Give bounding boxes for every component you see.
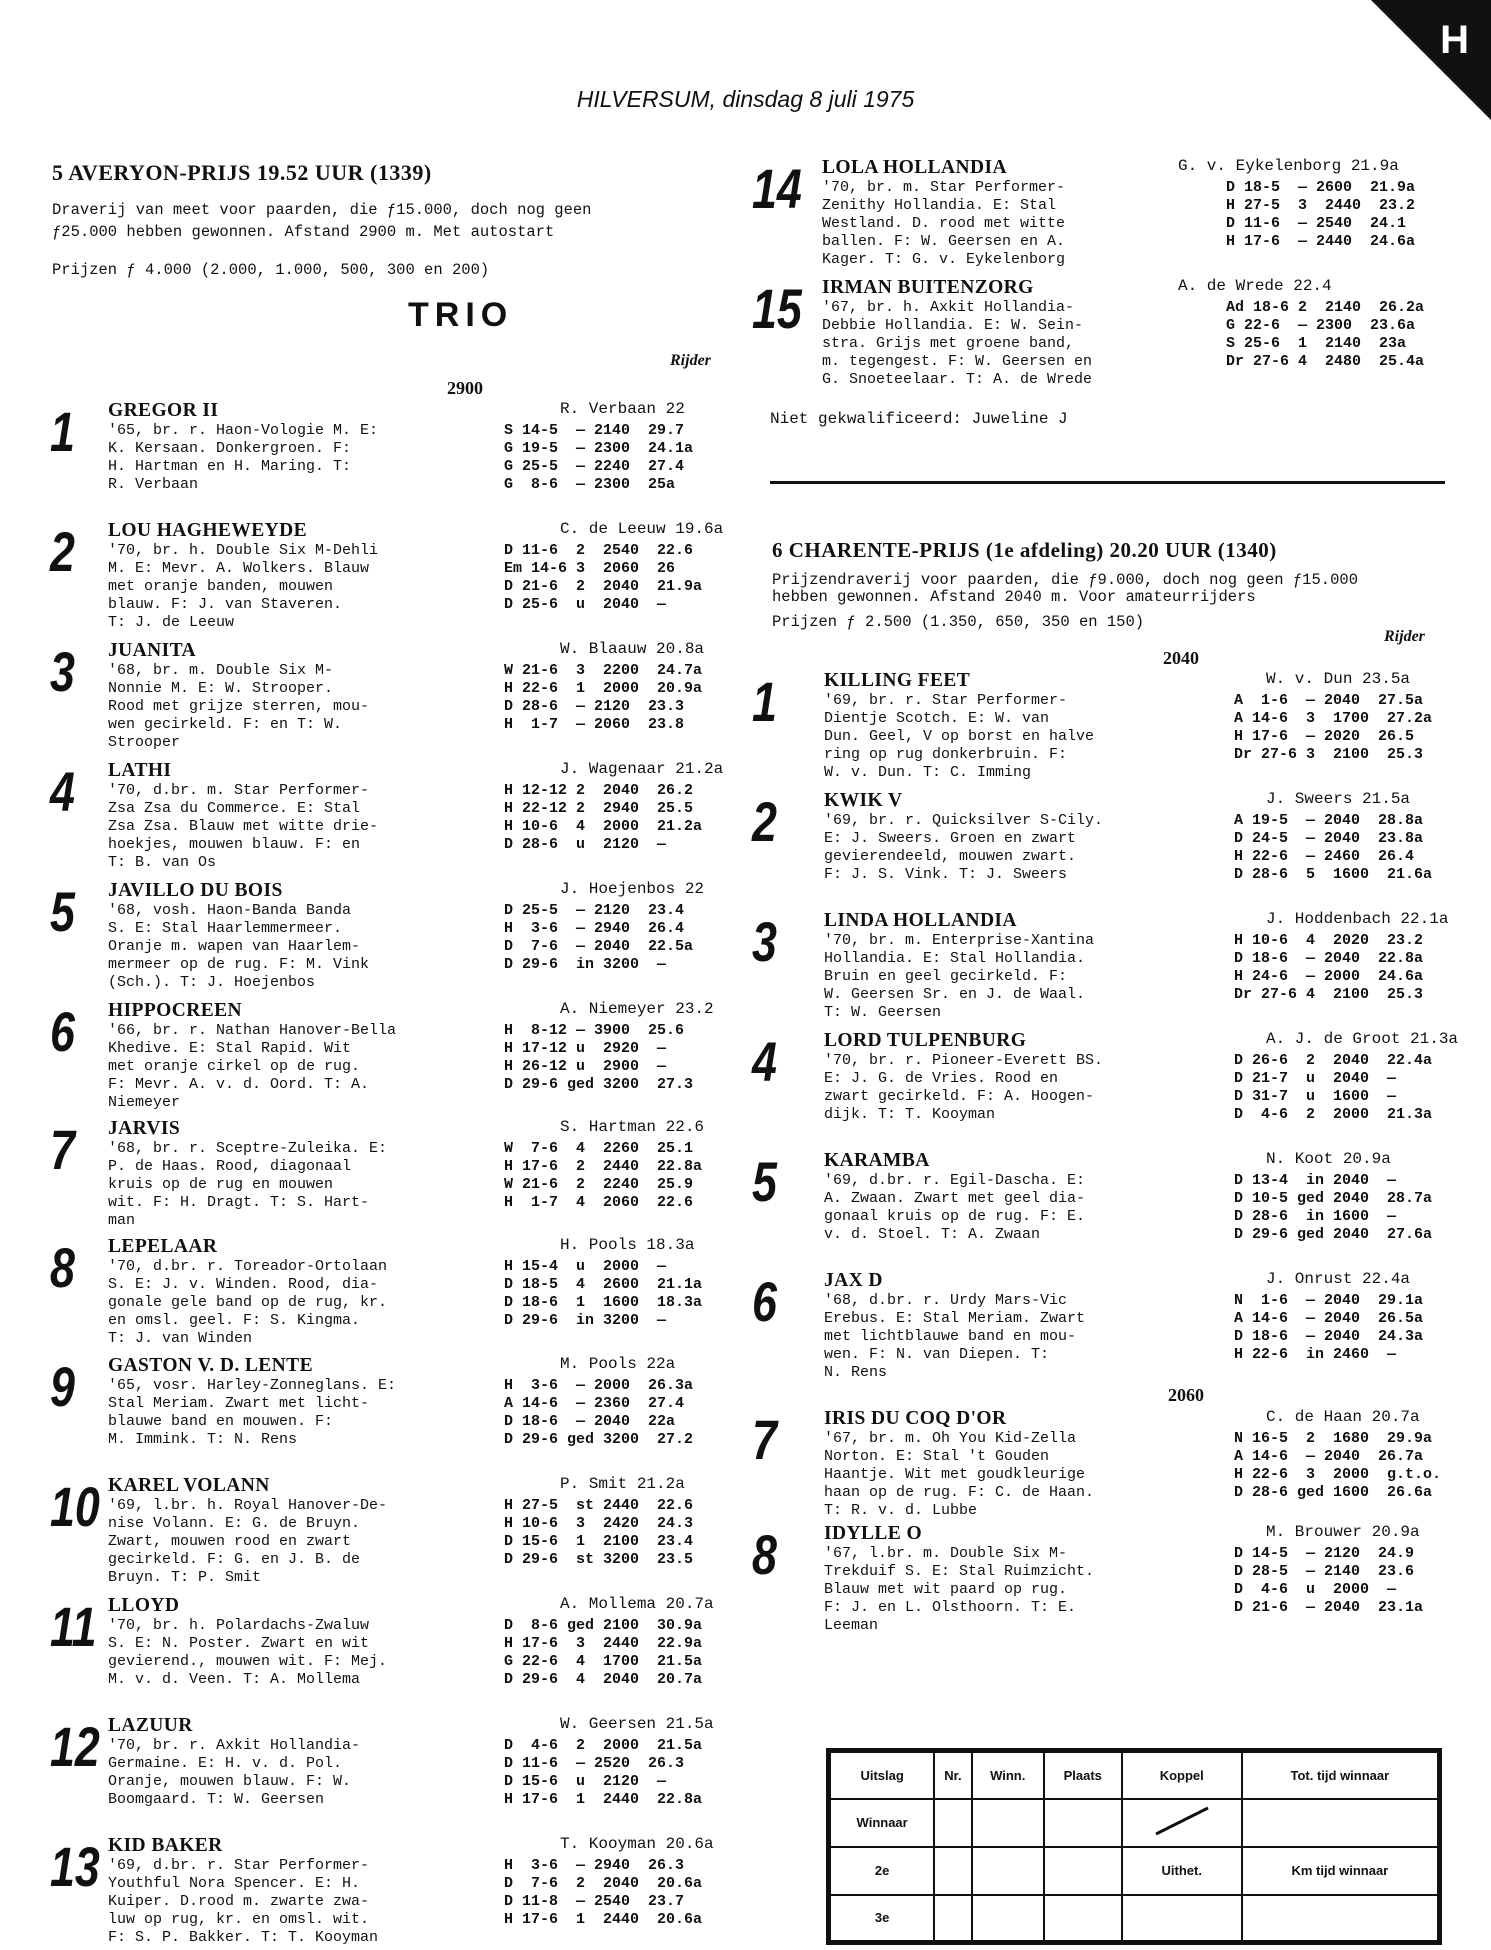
recent-results: D 26-6 2 2040 22.4a D 21-7 u 2040 — D 31-7 u 1600 — D 4-6 2 2000 21.3a (1234, 1052, 1433, 1123)
rider-name: A. J. de Groot 21.3a (1266, 1030, 1459, 1048)
start-number: 6 (752, 1270, 777, 1333)
start-number: 2 (752, 790, 777, 853)
recent-results: H 3-6 — 2000 26.3a A 14-6 — 2360 27.4 D 18-6 — 2040 22a D 29-6 ged 3200 27.2 (504, 1377, 694, 1448)
race5-rijder-label: Rijder (670, 352, 711, 369)
form-cell[interactable] (1044, 1895, 1122, 1943)
horse-name: GASTON V. D. LENTE (108, 1355, 313, 1376)
form-cell[interactable] (1242, 1895, 1440, 1943)
section-divider (770, 481, 1445, 484)
result-form (826, 1748, 1442, 1945)
horse-description: '67, br. h. Axkit Hollandia- Debbie Hollandia. E: W. Sein- stra. Grijs met groene band, m. tegengest. F: W. Geersen en G. Snoeteelaar. T: A. de Wrede (822, 299, 1093, 388)
form-cell[interactable] (1044, 1847, 1122, 1895)
horse-name: IDYLLE O (824, 1523, 923, 1544)
rider-name: T. Kooyman 20.6a (560, 1835, 714, 1853)
horse-name: LOU HAGHEWEYDE (108, 520, 308, 541)
rider-name: A. Niemeyer 23.2 (560, 1000, 714, 1018)
recent-results: A 19-5 — 2040 28.8a D 24-5 — 2040 23.8a H 22-6 — 2460 26.4 D 28-6 5 1600 21.6a (1234, 812, 1433, 883)
horse-name: LEPELAAR (108, 1236, 218, 1257)
start-number: 1 (50, 400, 75, 463)
recent-results: N 1-6 — 2040 29.1a A 14-6 — 2040 26.5a D 18-6 — 2040 24.3a H 22-6 in 2460 — (1234, 1292, 1424, 1363)
horse-description: '68, d.br. r. Urdy Mars-Vic Erebus. E: Stal Meriam. Zwart met lichtblauwe band en mou- wen. F: N. van Diepen. T: N. Rens (824, 1292, 1086, 1381)
rider-name: A. de Wrede 22.4 (1178, 277, 1332, 295)
horse-description: '68, br. r. Sceptre-Zuleika. E: P. de Haas. Rood, diagonaal kruis op de rug en mouwen wit. F: H. Dragt. T: S. Hart- man (108, 1140, 388, 1229)
rider-name: J. Wagenaar 21.2a (560, 760, 724, 778)
recent-results: D 18-5 — 2600 21.9a H 27-5 3 2440 23.2 D 11-6 — 2540 24.1 H 17-6 — 2440 24.6a (1226, 179, 1416, 250)
start-number: 10 (50, 1475, 100, 1538)
start-number: 15 (752, 277, 802, 340)
recent-results: W 21-6 3 2200 24.7a H 22-6 1 2000 20.9a D 28-6 — 2120 23.3 H 1-7 — 2060 23.8 (504, 662, 703, 733)
recent-results: H 8-12 — 3900 25.6 H 17-12 u 2920 — H 26-12 u 2900 — D 29-6 ged 3200 27.3 (504, 1022, 694, 1093)
race6-prizes: Prijzen ƒ 2.500 (1.350, 650, 350 en 150) (772, 613, 1145, 631)
recent-results: D 13-4 in 2040 — D 10-5 ged 2040 28.7a D 28-6 in 1600 — D 29-6 ged 2040 27.6a (1234, 1172, 1433, 1243)
horse-description: '70, br. h. Double Six M-Dehli M. E: Mevr. A. Wolkers. Blauw met oranje banden, mouwen blauw. F: J. van Staveren. T: J. de Leeuw (108, 542, 379, 631)
horse-name: JARVIS (108, 1118, 181, 1139)
horse-description: '70, br. m. Enterprise-Xantina Hollandia. E: Stal Hollandia. Bruin en geel gecirkeld. F: W. Geersen Sr. en J. de Waal. T: W. Geersen (824, 932, 1095, 1021)
race5-title: 5 AVERYON-PRIJS 19.52 UUR (1339) (52, 160, 432, 185)
horse-name: IRMAN BUITENZORG (822, 277, 1034, 298)
race5-prizes: Prijzen ƒ 4.000 (2.000, 1.000, 500, 300 en 200) (52, 261, 490, 279)
trio-label: TRIO (408, 296, 514, 334)
horse-name: LATHI (108, 760, 172, 781)
rider-name: W. Geersen 21.5a (560, 1715, 714, 1733)
recent-results: Ad 18-6 2 2140 26.2a G 22-6 — 2300 23.6a S 25-6 1 2140 23a Dr 27-6 4 2480 25.4a (1226, 299, 1425, 370)
horse-name: KARAMBA (824, 1150, 930, 1171)
recent-results: S 14-5 — 2140 29.7 G 19-5 — 2300 24.1a G 25-5 — 2240 27.4 G 8-6 — 2300 25a (504, 422, 694, 493)
recent-results: W 7-6 4 2260 25.1 H 17-6 2 2440 22.8a W 21-6 2 2240 25.9 H 1-7 4 2060 22.6 (504, 1140, 703, 1211)
rider-name: R. Verbaan 22 (560, 400, 685, 418)
recent-results: N 16-5 2 1680 29.9a A 14-6 — 2040 26.7a H 22-6 3 2000 g.t.o. D 28-6 ged 1600 26.6a (1234, 1430, 1442, 1501)
rider-name: H. Pools 18.3a (560, 1236, 695, 1254)
rider-name: S. Hartman 22.6 (560, 1118, 705, 1136)
horse-name: JAX D (824, 1270, 883, 1291)
start-number: 4 (752, 1030, 777, 1093)
rider-name: P. Smit 21.2a (560, 1475, 685, 1493)
horse-description: '70, br. r. Pioneer-Everett BS. E: J. G. de Vries. Rood en zwart gecirkeld. F: A. Hoogen- dijk. T: T. Kooyman (824, 1052, 1104, 1123)
start-number: 8 (752, 1523, 777, 1586)
recent-results: D 8-6 ged 2100 30.9a H 17-6 3 2440 22.9a G 22-6 4 1700 21.5a D 29-6 4 2040 20.7a (504, 1617, 703, 1688)
start-number: 2 (50, 520, 75, 583)
rider-name: M. Brouwer 20.9a (1266, 1523, 1420, 1541)
horse-name: HIPPOCREEN (108, 1000, 243, 1021)
race6-desc-1: Prijzendraverij voor paarden, die ƒ9.000, doch nog geen ƒ15.000 (772, 571, 1358, 589)
form-cell-slashed (1122, 1799, 1242, 1847)
horse-name: JUANITA (108, 640, 197, 661)
horse-name: LINDA HOLLANDIA (824, 910, 1017, 931)
recent-results: D 4-6 2 2000 21.5a D 11-6 — 2520 26.3 D 15-6 u 2120 — H 17-6 1 2440 22.8a (504, 1737, 703, 1808)
form-label-km-tijd: Km tijd winnaar (1242, 1847, 1440, 1895)
start-number: 14 (752, 157, 802, 220)
race5-desc-2: ƒ25.000 hebben gewonnen. Afstand 2900 m. Met autostart (52, 223, 555, 241)
horse-description: '65, br. r. Haon-Vologie M. E: K. Kersaan. Donkergroen. F: H. Hartman en H. Maring. T: R. Verbaan (108, 422, 379, 493)
form-row-3e: 3e (829, 1895, 935, 1943)
rider-name: W. Blaauw 20.8a (560, 640, 705, 658)
recent-results: D 14-5 — 2120 24.9 D 28-5 — 2140 23.6 D 4-6 u 2000 — D 21-6 — 2040 23.1a (1234, 1545, 1424, 1616)
rider-name: W. v. Dun 23.5a (1266, 670, 1411, 688)
horse-name: KILLING FEET (824, 670, 971, 691)
rider-name: C. de Leeuw 19.6a (560, 520, 724, 538)
form-cell[interactable] (934, 1847, 971, 1895)
recent-results: H 27-5 st 2440 22.6 H 10-6 3 2420 24.3 D 15-6 1 2100 23.4 D 29-6 st 3200 23.5 (504, 1497, 694, 1568)
form-header-tot-tijd: Tot. tijd winnaar (1242, 1751, 1440, 1799)
start-number: 12 (50, 1715, 100, 1778)
recent-results: H 15-4 u 2000 — D 18-5 4 2600 21.1a D 18-6 1 1600 18.3a D 29-6 in 3200 — (504, 1258, 703, 1329)
start-number: 11 (50, 1595, 97, 1658)
start-number: 13 (50, 1835, 100, 1898)
start-number: 8 (50, 1236, 75, 1299)
race6-desc-2: hebben gewonnen. Afstand 2040 m. Voor amateurrijders (772, 588, 1256, 606)
form-label-uithet: Uithet. (1122, 1847, 1242, 1895)
form-header-uitslag: Uitslag (829, 1751, 935, 1799)
form-header-winn: Winn. (972, 1751, 1044, 1799)
form-header-nr: Nr. (934, 1751, 971, 1799)
rider-name: A. Mollema 20.7a (560, 1595, 714, 1613)
form-cell[interactable] (972, 1847, 1044, 1895)
horse-description: '70, br. m. Star Performer- Zenithy Hollandia. E: Stal Westland. D. rood met witte ballen. F: W. Geersen en A. Kager. T: G. v. Eykelenborg (822, 179, 1066, 268)
form-cell[interactable] (1242, 1799, 1440, 1847)
form-cell[interactable] (972, 1895, 1044, 1943)
not-qualified-note: Niet gekwalificeerd: Juweline J (770, 410, 1068, 428)
form-cell[interactable] (1122, 1895, 1242, 1943)
rider-name: J. Sweers 21.5a (1266, 790, 1411, 808)
race5-distance: 2900 (447, 378, 483, 398)
start-number: 7 (752, 1408, 777, 1471)
horse-description: '70, br. r. Axkit Hollandia- Germaine. E: H. v. d. Pol. Oranje, mouwen blauw. F: W. Boomgaard. T: W. Geersen (108, 1737, 361, 1808)
horse-description: '67, l.br. m. Double Six M- Trekduif S. E: Stal Ruimzicht. Blauw met wit paard op rug. F: J. en L. Olsthoorn. T: E. Leeman (824, 1545, 1095, 1634)
rider-name: J. Hoddenbach 22.1a (1266, 910, 1449, 928)
horse-name: IRIS DU COQ D'OR (824, 1408, 1007, 1429)
start-number: 1 (752, 670, 777, 733)
rider-name: M. Pools 22a (560, 1355, 676, 1373)
rider-name: C. de Haan 20.7a (1266, 1408, 1420, 1426)
form-header-plaats: Plaats (1044, 1751, 1122, 1799)
horse-name: KID BAKER (108, 1835, 223, 1856)
start-number: 6 (50, 1000, 75, 1063)
horse-description: '68, br. m. Double Six M- Nonnie M. E: W. Strooper. Rood met grijze sterren, mou- wen gecirkeld. F: en T: W. Strooper (108, 662, 370, 751)
corner-letter: H (1440, 18, 1469, 62)
horse-name: KAREL VOLANN (108, 1475, 270, 1496)
horse-description: '69, br. r. Star Performer- Dientje Scotch. E: W. van Dun. Geel, V op borst en halve ring op rug donkerbruin. F: W. v. Dun. T: C. Imming (824, 692, 1095, 781)
horse-description: '70, br. h. Polardachs-Zwaluw S. E: N. Poster. Zwart en wit gevierend., mouwen wit. F: Mej. M. v. d. Veen. T: A. Mollema (108, 1617, 388, 1688)
recent-results: D 25-5 — 2120 23.4 H 3-6 — 2940 26.4 D 7-6 — 2040 22.5a D 29-6 in 3200 — (504, 902, 694, 973)
page-header: HILVERSUM, dinsdag 8 juli 1975 (576, 86, 915, 112)
horse-description: '66, br. r. Nathan Hanover-Bella Khedive. E: Stal Rapid. Wit met oranje cirkel op de rug. F: Mevr. A. v. d. Oord. T: A. Niemeyer (108, 1022, 397, 1111)
rider-name: N. Koot 20.9a (1266, 1150, 1391, 1168)
horse-name: LLOYD (108, 1595, 180, 1616)
start-number: 3 (752, 910, 777, 973)
race6-title: 6 CHARENTE-PRIJS (1e afdeling) 20.20 UUR (1340) (772, 538, 1277, 562)
horse-description: '68, vosh. Haon-Banda Banda S. E: Stal Haarlemmermeer. Oranje m. wapen van Haarlem- mermeer op de rug. F: M. Vink (Sch.). T: J. Hoejenbos (108, 902, 370, 991)
horse-name: JAVILLO DU BOIS (108, 880, 283, 901)
horse-description: '69, l.br. h. Royal Hanover-De- nise Volann. E: G. de Bruyn. Zwart, mouwen rood en zwart gecirkeld. F: G. en J. B. de Bruyn. T: P. Smit (108, 1497, 388, 1586)
rider-name: J. Hoejenbos 22 (560, 880, 705, 898)
horse-description: '69, br. r. Quicksilver S-Cily. E: J. Sweers. Groen en zwart gevierendeeld, mouwen zwart. F: J. S. Vink. T: J. Sweers (824, 812, 1104, 883)
recent-results: H 10-6 4 2020 23.2 D 18-6 — 2040 22.8a H 24-6 — 2000 24.6a Dr 27-6 4 2100 25.3 (1234, 932, 1424, 1003)
start-number: 5 (752, 1150, 777, 1213)
start-number: 3 (50, 640, 75, 703)
slash-mark (1152, 1806, 1212, 1836)
rider-name: G. v. Eykelenborg 21.9a (1178, 157, 1399, 175)
form-row-2e: 2e (829, 1847, 935, 1895)
horse-description: '65, vosr. Harley-Zonneglans. E: Stal Meriam. Zwart met licht- blauwe band en mouwen. F: M. Immink. T: N. Rens (108, 1377, 397, 1448)
horse-name: KWIK V (824, 790, 903, 811)
start-number: 5 (50, 880, 75, 943)
race6-rijder-label: Rijder (1384, 628, 1425, 645)
horse-name: LORD TULPENBURG (824, 1030, 1027, 1051)
start-number: 7 (50, 1118, 75, 1181)
race6-distance-2060: 2060 (1168, 1385, 1204, 1405)
horse-description: '70, d.br. m. Star Performer- Zsa Zsa du Commerce. E: Stal Zsa Zsa. Blauw met witte drie- hoekjes, mouwen blauw. F: en T: B. van Os (108, 782, 379, 871)
race5-desc-1: Draverij van meet voor paarden, die ƒ15.000, doch nog geen (52, 201, 592, 219)
form-cell[interactable] (934, 1895, 971, 1943)
horse-name: LOLA HOLLANDIA (822, 157, 1007, 178)
form-row-winnaar: Winnaar (829, 1799, 935, 1847)
horse-name: GREGOR II (108, 400, 219, 421)
recent-results: H 12-12 2 2040 26.2 H 22-12 2 2940 25.5 H 10-6 4 2000 21.2a D 28-6 u 2120 — (504, 782, 703, 853)
horse-description: '69, d.br. r. Star Performer- Youthful Nora Spencer. E: H. Kuiper. D.rood m. zwarte zwa- luw op rug, kr. en omsl. wit. F: S. P. Bakker. T: T. Kooyman (108, 1857, 379, 1946)
horse-name: LAZUUR (108, 1715, 193, 1736)
form-cell[interactable] (972, 1799, 1044, 1847)
form-cell[interactable] (934, 1799, 971, 1847)
horse-description: '69, d.br. r. Egil-Dascha. E: A. Zwaan. Zwart met geel dia- gonaal kruis op de rug. F: E. v. d. Stoel. T: A. Zwaan (824, 1172, 1086, 1243)
recent-results: A 1-6 — 2040 27.5a A 14-6 3 1700 27.2a H 17-6 — 2020 26.5 Dr 27-6 3 2100 25.3 (1234, 692, 1433, 763)
horse-description: '67, br. m. Oh You Kid-Zella Norton. E: Stal 't Gouden Haantje. Wit met goudkleurige haan op de rug. F: C. de Haan. T: R. v. d. Lubbe (824, 1430, 1095, 1519)
race6-distance-2040: 2040 (1163, 648, 1199, 668)
start-number: 4 (50, 760, 75, 823)
start-number: 9 (50, 1355, 75, 1418)
form-cell[interactable] (1044, 1799, 1122, 1847)
recent-results: H 3-6 — 2940 26.3 D 7-6 2 2040 20.6a D 11-8 — 2540 23.7 H 17-6 1 2440 20.6a (504, 1857, 703, 1928)
horse-description: '70, d.br. r. Toreador-Ortolaan S. E: J. v. Winden. Rood, dia- gonale gele band op de rug, kr. en omsl. geel. F: S. Kingma. T: J. van Winden (108, 1258, 388, 1347)
rider-name: J. Onrust 22.4a (1266, 1270, 1411, 1288)
recent-results: D 11-6 2 2540 22.6 Em 14-6 3 2060 26 D 21-6 2 2040 21.9a D 25-6 u 2040 — (504, 542, 703, 613)
form-header-koppel: Koppel (1122, 1751, 1242, 1799)
